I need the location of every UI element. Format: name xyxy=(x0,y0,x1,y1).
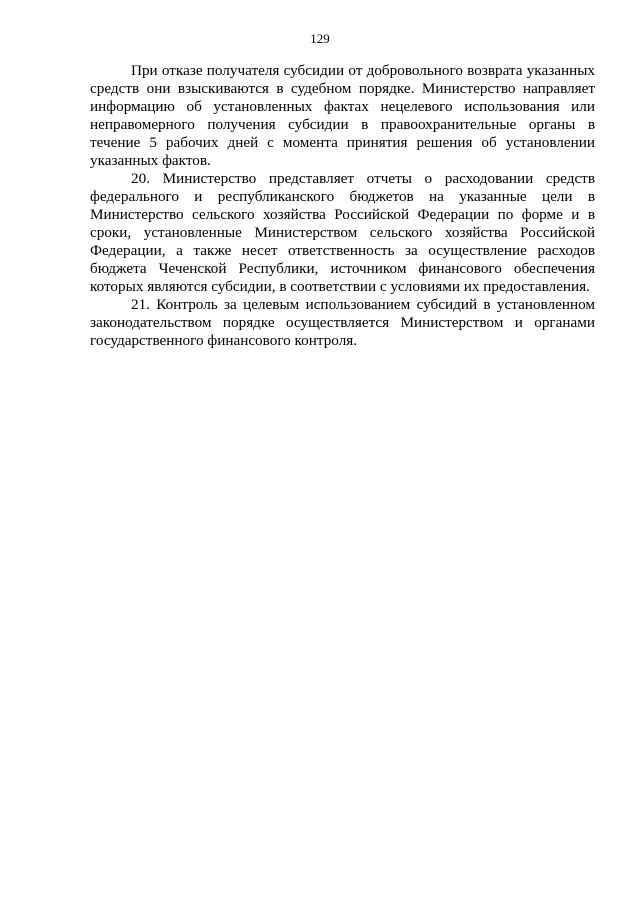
paragraph-21-control: 21. Контроль за целевым использованием субсидий в установленном законодательством порядке осуществляется Министерством и органами государственного финансового контроля. xyxy=(90,296,595,349)
document-body xyxy=(90,62,595,350)
paragraph-refund-enforcement: При отказе получателя субсидии от добровольного возврата указанных средств они взыскиваются в судебном порядке. Министерство направляет информацию об установленных фактах нецелевого использования или неправомерного получения субсидии в правоохранительные органы в течение 5 рабочих дней с момента принятия решения об установлении указанных фактов. xyxy=(90,62,595,169)
paragraph-20-reporting: 20. Министерство представляет отчеты о расходовании средств федерального и республиканского бюджетов на указанные цели в Министерство сельского хозяйства Российской Федерации по форме и в сроки, установленные Министерством сельского хозяйства Российской Федерации, а также несет ответственность за осуществление расходов бюджета Чеченской Республики, источником финансового обеспечения которых являются субсидии, в соответствии с условиями их предоставления. xyxy=(90,170,595,295)
page-number: 129 xyxy=(310,31,330,46)
